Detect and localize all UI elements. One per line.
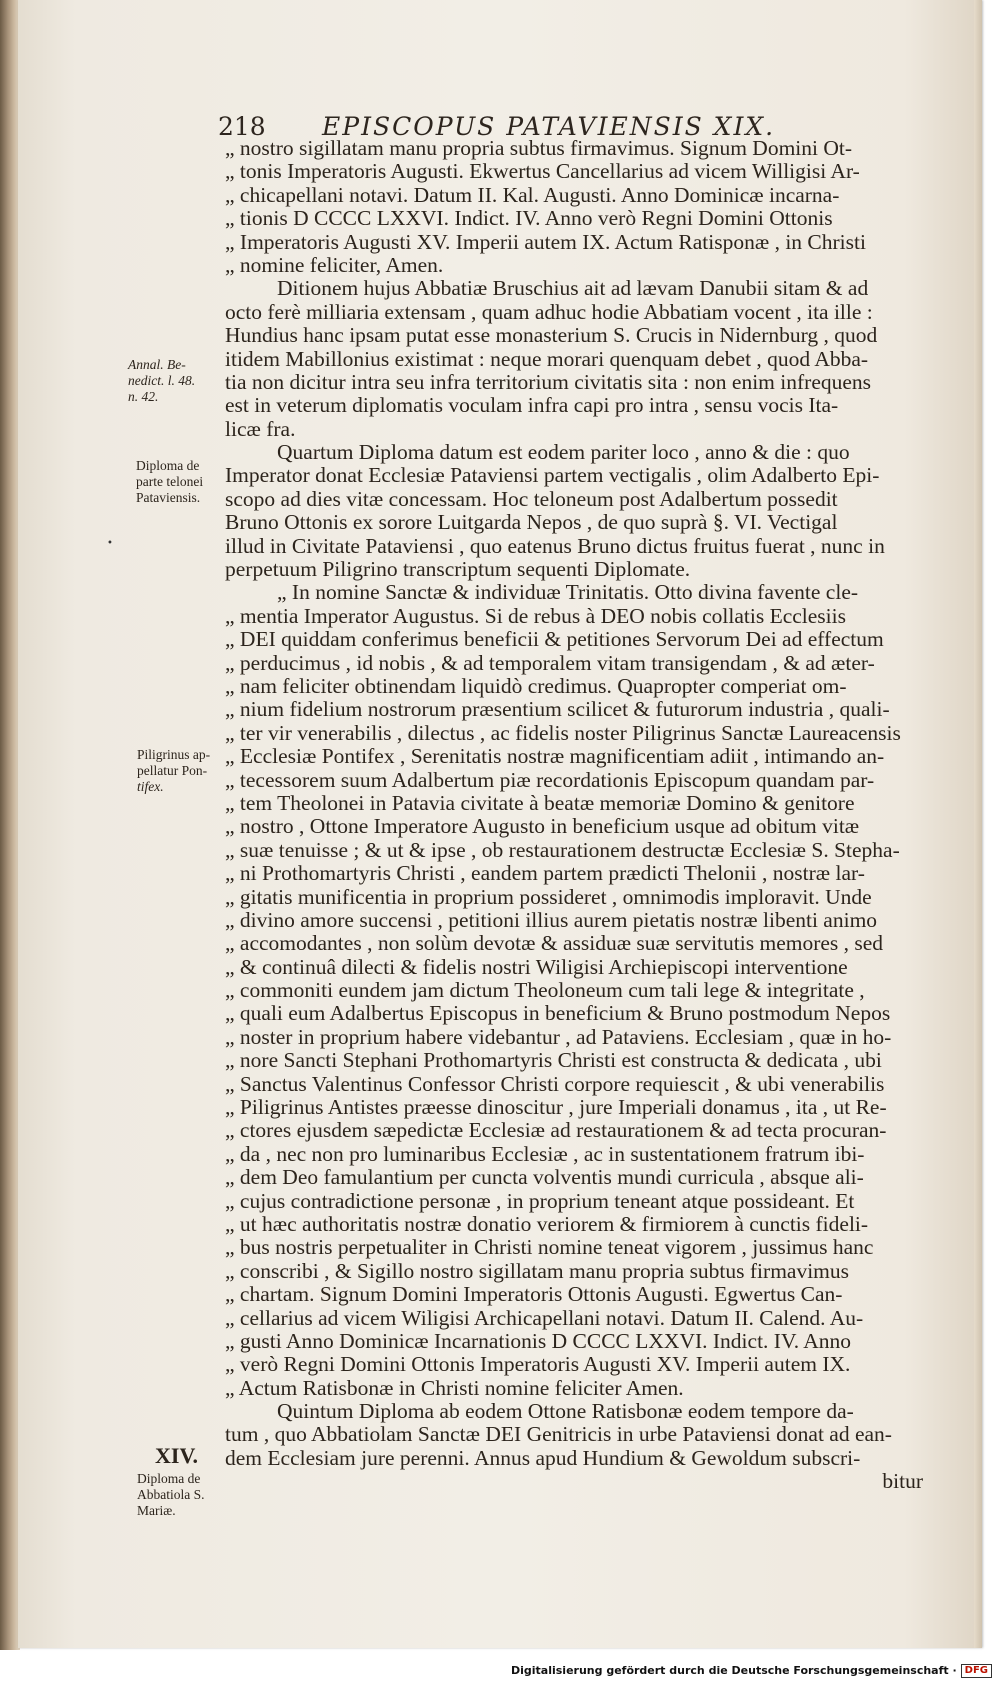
running-title: EPISCOPUS PATAVIENSIS XIX. [322, 112, 776, 141]
book-spine [0, 0, 20, 1650]
margin-note-line: Piligrinus ap- [137, 747, 211, 762]
text-line: „ conscribi , & Sigillo nostro sigillatam manu propria subtus firmavimus [225, 1259, 850, 1283]
text-line: „ cellarius ad vicem Wiligisi Archicapellani notavi. Datum II. Calend. Au- [225, 1306, 864, 1330]
text-line: „ tonis Imperatoris Augusti. Ekwertus Cancellarius ad vicem Willigisi Ar- [225, 160, 860, 184]
page-edge [974, 0, 982, 1648]
text-line: „ nostro sigillatam manu propria subtus firmavimus. Signum Domini Ot- [225, 137, 853, 160]
text-line: itidem Mabillonius existimat : neque morari quenquam debet , quod Abba- [225, 347, 869, 371]
text-line: „ divino amore succensi , petitioni illius aurem pietatis nostræ libenti animo [225, 908, 878, 932]
margin-note-annal [128, 357, 195, 405]
text-line: „ ut hæc authoritatis nostræ donatio veriorem & firmiorem à cunctis fideli- [225, 1212, 869, 1236]
margin-note-line: tifex. [137, 779, 164, 794]
text-line: „ gusti Anno Dominicæ Incarnationis D CCCC LXXVI. Indict. IV. Anno [225, 1329, 852, 1353]
text-line: „ verò Regni Domini Ottonis Imperatoris Augusti XV. Imperii autem IX. [225, 1353, 851, 1377]
text-line: „ chartam. Signum Domini Imperatoris Ottonis Augusti. Egwertus Can- [225, 1283, 843, 1307]
text-line: „ Imperatoris Augusti XV. Imperii autem IX. Actum Ratisponæ , in Christi [225, 230, 866, 254]
text-line: „ Piligrinus Antistes præesse dinoscitur , jure Imperiali donamus , ita , ut Re- [225, 1096, 887, 1120]
margin-note-line: Abbatiola S. [137, 1487, 205, 1502]
text-line: Quartum Diploma datum est eodem pariter loco , anno & die : quo [277, 441, 850, 465]
dfg-logo: DFG [961, 1664, 992, 1678]
page-number: 218 [218, 112, 266, 141]
text-line: dem Ecclesiam jure perenni. Annus apud Hundium & Gewoldum subscri- [225, 1446, 861, 1470]
text-line: perpetuum Piligrino transcriptum sequenti Diplomate. [225, 558, 691, 582]
text-line: „ DEI quiddam conferimus beneficii & petitiones Servorum Dei ad effectum [225, 628, 884, 652]
text-line: „ commoniti eundem jam dictum Theoloneum cum tali lege & integritate , [225, 979, 865, 1003]
margin-note-line: Diploma de [137, 1471, 201, 1486]
main-text [225, 137, 945, 1494]
text-line: Ditionem hujus Abbatiæ Bruschius ait ad lævam Danubii sitam & ad [277, 277, 869, 301]
text-line: „ dem Deo famulantium per cuncta volventis mundi curricula , absque ali- [225, 1166, 864, 1190]
margin-note-diploma-abbatiola [137, 1471, 205, 1519]
text-line: „ mentia Imperator Augustus. Si de rebus à DEO nobis collatis Ecclesiis [225, 604, 846, 628]
text-line: „ tem Theolonei in Patavia civitate à beatæ memoriæ Domino & genitore [225, 791, 855, 815]
margin-note-line: pellatur Pon- [137, 763, 208, 778]
margin-note-line: nedict. l. 48. [128, 373, 196, 388]
text-line: illud in Civitate Pataviensi , quo eatenus Bruno dictus fruitus fuerat , nunc in [225, 534, 885, 558]
text-line: licæ fra. [225, 417, 296, 441]
margin-note-piligrinus [137, 747, 210, 795]
text-line: Bruno Ottonis ex sorore Luitgarda Nepos , de quo suprà §. VI. Vectigal [225, 511, 838, 535]
text-line: Imperator donat Ecclesiæ Pataviensi partem vectigalis , olim Adalberto Epi- [225, 464, 880, 488]
margin-note-line: parte telonei [136, 474, 204, 489]
text-line: „ tionis D CCCC LXXVI. Indict. IV. Anno verò Regni Domini Ottonis [225, 207, 833, 231]
text-line: „ bus nostris perpetualiter in Christi nomine teneat vigorem , jussimus hanc [225, 1236, 874, 1260]
margin-note-diploma-telonei [136, 458, 203, 506]
text-line: „ Actum Ratisbonæ in Christi nomine feliciter Amen. [225, 1376, 684, 1400]
margin-note-line: Pataviensis. [136, 490, 201, 505]
text-line: „ gitatis munificentia in proprium possideret , omnimodis imploravit. Unde [225, 885, 872, 909]
footer-text: Digitalisierung gefördert durch die Deutsche Forschungsgemeinschaft · [510, 1664, 957, 1677]
text-line: „ cujus contradictione personæ , in proprium teneant atque possideant. Et [225, 1189, 855, 1213]
text-line: tia non dicitur intra seu infra territorium civitatis sita : non enim infrequens [225, 370, 872, 394]
section-number: XIV. [155, 1443, 199, 1468]
text-line: „ nam feliciter obtinendam liquidò credimus. Quapropter comperiat om- [225, 674, 847, 698]
text-line: „ perducimus , id nobis , & ad temporalem vitam transigendam , & ad æter- [225, 651, 875, 675]
text-line: Quintum Diploma ab eodem Ottone Ratisbonæ eodem tempore da- [277, 1400, 854, 1424]
text-line: „ quali eum Adalbertus Episcopus in beneficium & Bruno postmodum Nepos [225, 1002, 891, 1026]
margin-note-line: Diploma de [136, 458, 200, 473]
digitization-footer [511, 1664, 992, 1678]
text-line: octo ferè milliaria extensam , quam adhuc hodie Abbatiam vocent , ita ille : [225, 300, 873, 324]
catchword: bitur [882, 1470, 923, 1494]
margin-mark: • [107, 538, 113, 549]
text-line: „ In nomine Sanctæ & individuæ Trinitatis. Otto divina favente cle- [277, 581, 859, 605]
text-line: „ nomine feliciter, Amen. [225, 253, 444, 277]
text-line: „ ni Prothomartyris Christi , eandem partem prædicti Thelonii , nostræ lar- [225, 862, 865, 886]
margin-note-line: Annal. Be- [128, 357, 186, 372]
text-line: „ ctores ejusdem sæpedictæ Ecclesiæ ad restaurationem & ad tecta procuran- [225, 1119, 887, 1143]
text-line: Hundius hanc ipsam putat esse monasterium S. Crucis in Nidernburg , quod [225, 324, 878, 348]
text-line: „ nium fidelium nostrorum præsentium scilicet & futurorum industria , quali- [225, 698, 890, 722]
text-line: „ accomodantes , non solùm devotæ & assiduæ suæ servitutis memores , sed [225, 932, 884, 956]
text-line: tum , quo Abbatiolam Sanctæ DEI Genitricis in urbe Pataviensi donat ad ean- [225, 1423, 892, 1447]
margin-note-line: Mariæ. [137, 1503, 176, 1518]
text-line: scopo ad dies vitæ concessam. Hoc teloneum post Adalbertum possedit [225, 487, 838, 511]
text-line: „ Sanctus Valentinus Confessor Christi corpore requiescit , & ubi venerabilis [225, 1072, 885, 1096]
text-line: „ & continuâ dilecti & fidelis nostri Wiligisi Archiepiscopi interventione [225, 955, 848, 979]
text-line: „ chicapellani notavi. Datum II. Kal. Augusti. Anno Dominicæ incarna- [225, 183, 840, 207]
text-line: „ suæ tenuisse ; & ut & ipse , ob restaurationem destructæ Ecclesiæ S. Stepha- [225, 838, 900, 862]
text-line: „ nore Sancti Stephani Prothomartyris Christi est constructa & dedicata , ubi [225, 1049, 882, 1073]
text-line: „ da , nec non pro luminaribus Ecclesiæ , ac in sustentationem fratrum ibi- [225, 1142, 865, 1166]
text-line: „ tecessorem suum Adalbertum piæ recordationis Episcopum quandam par- [225, 768, 875, 792]
text-line: „ nostro , Ottone Imperatore Augusto in beneficium usque ad obitum vitæ [225, 815, 860, 839]
text-line: „ noster in proprium habere videbantur , ad Pataviens. Ecclesiam , quæ in ho- [225, 1025, 892, 1049]
text-line: „ Ecclesiæ Pontifex , Serenitatis nostræ magnificentiam adiit , intimando an- [225, 745, 885, 769]
margin-note-line: n. 42. [128, 389, 159, 404]
text-line: „ ter vir venerabilis , dilectus , ac fidelis noster Piligrinus Sanctæ Laureacensis [225, 721, 901, 745]
text-line: est in veterum diplomatis voculam infra capi pro intra , sensu vocis Ita- [225, 394, 839, 418]
